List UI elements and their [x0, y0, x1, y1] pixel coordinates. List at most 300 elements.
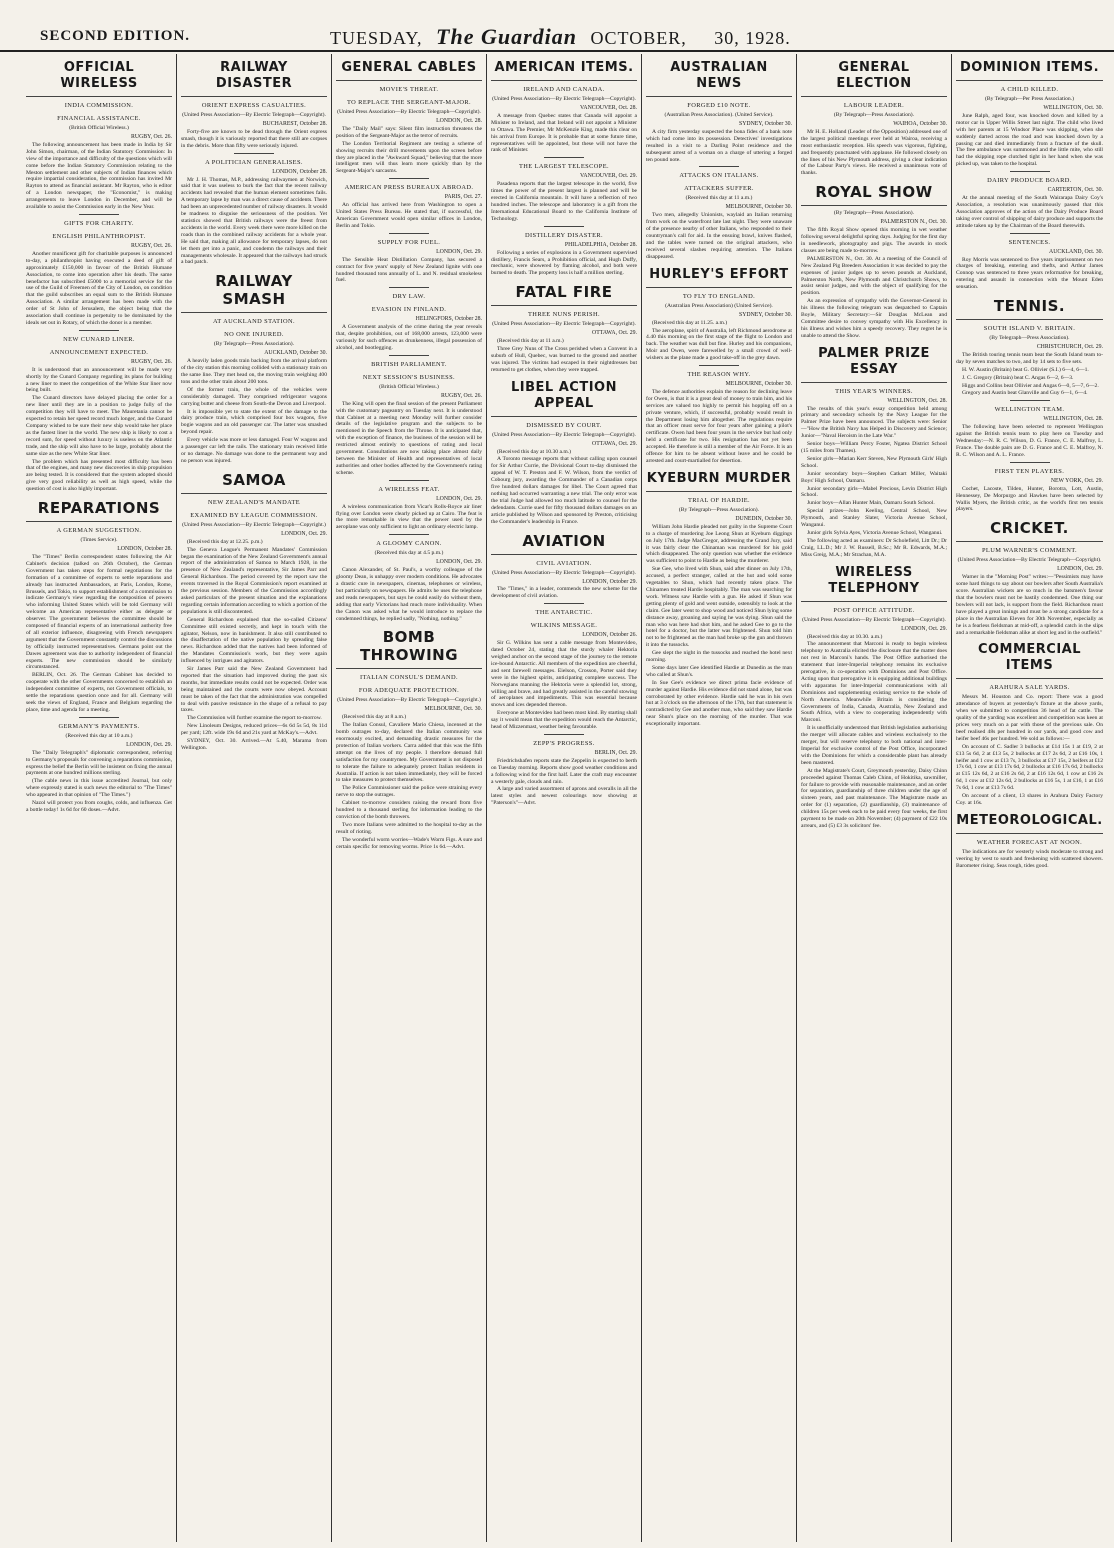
article-paragraph: June Ralph, aged four, was knocked down and killed by a motor car in Upper Willis Street last night. The child who lived with her parents at 15 Windsor Place was skipping, when she suddenly darted across the road and was knocked down by a passing car and died immediately from a fracture of the skull. The free ambulance was summoned and the little mite, who still had the skipping rope clutched tight in her hand when she was picked up, was taken to the hospital. [956, 112, 1103, 168]
article-subhead: THIS YEAR'S WINNERS. [835, 387, 913, 395]
article-paragraph: The "Times" Berlin correspondent states following the Air Cabinet's decision (talked on 26th October), the German Government has taken steps for formal negotiations for the formation of a committee of experts to settle reparations and already has instructed Ambassadors, at Paris, London, Rome, Brussels, and Tokio, to support establishment of a commission to indicate Germany's view regarding the composition of powers who informing United States which will be told Germany will welcome an American representative either as delegate or observer. The government believes the committee should be composed of financial experts of an international authority free of all exterior influence, disagreeing with French newspapers argument that the Government constantly control the discussions by officially instructed representatives. Germans point out the Dawes agreement was due to authority independent of financial experts. The new commission should be similarly circumstanced. [26, 553, 172, 671]
article-subhead: ORIENT EXPRESS CASUALTIES. [201, 102, 307, 109]
article [801, 346, 947, 559]
article-credit: (Received this day at 10 a.m.) [65, 732, 133, 739]
article-subhead: POST OFFICE ATTITUDE. [833, 606, 915, 614]
article-subhead: NEW CUNARD LINER. [63, 335, 135, 343]
article-headline: TENNIS. [956, 297, 1103, 320]
article [181, 471, 327, 752]
article-dateline: VANCOUVER, Oct. 28. [579, 105, 637, 111]
article-headline: METEOROLOGICAL. [956, 813, 1103, 834]
article-dateline: LONDON, October 28. [117, 546, 172, 553]
divider [234, 153, 274, 154]
article-headline: LIBEL ACTION APPEAL [491, 380, 637, 417]
article-dateline: OTTAWA, Oct. 29. [592, 440, 637, 447]
article-subhead: ATTACKERS SUFFER. [684, 185, 754, 193]
article-headline: GENERAL ELECTION [801, 60, 947, 97]
article-paragraph: A heavily laden goods train backing from the arrival platform of the city station this morning collided with a stationary train on the same line. They met head on, the moving train weighing 400 tons and the other train about 200 tons. [181, 358, 327, 385]
article-paragraph: Sir G. Wilkins has sent a cable message from Montevideo, dated October 24, stating that the sturdy whaler Hektoria weighed anchor on the second stage of the journey to the remote ice-bound Antarctic. All members of the expedition are cheerful, and sent farewell messages. Eielson, Crosson, Porter said they were in the highest spirits, anticipating complete success. The Norwegians manning the Hektoria were a splendid lot, strong, willing and brave, and had greatly assisted in the careful stowing of aeroplanes and impediments. This was essential because snows and ices depended thereon. [491, 640, 637, 709]
article-subhead: A WIRELESS FEAT. [378, 485, 440, 493]
article-paragraph: The indications are for westerly winds moderate to strong and veering by west to south and freshening with scattered showers. Barometer rising. Seas rough, tides good. [956, 848, 1103, 869]
article-dateline: LONDON, Oct. 28. [436, 118, 482, 124]
article-headline: ROYAL SHOW [801, 183, 947, 206]
article [26, 717, 172, 814]
article-subhead: ARAHURA SALE YARDS. [989, 684, 1070, 692]
article-dateline: DUNEDIN, October 30. [735, 515, 792, 522]
article [336, 355, 482, 477]
article-paragraph: Three Grey Nuns of The Cross perished when a Convent in a suburb of Hull, Quebec, was burned to the ground and another was injured. The victims had escaped in their nightdresses but returned to get clothes, when they were trapped. [491, 346, 637, 373]
article-paragraph: The King will open the final session of the present Parliament with the customary pageantry on Tuesday next. It is understood that Cabinet at a meeting next Monday will further consider details of the legislative program and the subjects to be mentioned in the Speech from the Throne. It is anticipated that, with the exception of finance, the business of the session will be restricted almost entirely to questions of rating and local government. Consultations are now taking place almost daily between the Minister of Health and representatives of local authorities and other bodies affected by the Government's rating scheme. [336, 400, 482, 476]
article-paragraph: Senior boys—William Percy Foster, Ngatea District School (15 miles from Thames). [801, 441, 947, 454]
article [956, 233, 1103, 291]
article-paragraph: A wireless communication from Vicar's Rolls-Royce air liner flying over London were clearly picked up at Cairo. The feat is the more remarkable in view that the power used by the aeroplane was only sufficient to light an ordinary electric lamp. [336, 503, 482, 531]
article-paragraph: Another munificent gift for charitable purposes is announced to-day, a philanthropist having executed a deed of gift of approximately £150,000 in favour of the British Humane Association, to come into operation after his death. The same benefactor has subscribed £5000 to a memorial service for the use of the Guild of Freemen of the City of London, on condition that the guild subscribes an equal sum to the British Humane Association. A similar arrangement has been made with the order of St John of Jerusalem, the object being that the association shall continue in perpetuity to be dominated by the ideals set out in Rotary, of which the donor is a member. [26, 250, 172, 326]
article-paragraph: At the Magistrate's Court, Greymouth yesterday, Daisy Chinn proceeded against Thomas Caleb Chinn, of Hokitika, sawmiller, for failure to provide with reasonable maintenance, and an order for separation, guardianship of three children under the age of sixteen years, and past maintenance. The Magistrate made an order for (1) separation, (2) guardianship, (3) maintenance of children 15s per week each to be paid every four weeks, the first payment to be made on 20th November; (4) payment of £22 10s arrears, and (5) £3 3s solicitors' fee. [801, 767, 947, 829]
article-subhead: THREE NUNS PERISH. [528, 311, 600, 319]
divider [79, 214, 119, 215]
article [491, 532, 637, 601]
article-dateline: CHRISTCHURCH, Oct. 29. [1036, 344, 1103, 351]
article-subhead: EXAMINED BY LEAGUE COMMISSION. [190, 511, 318, 519]
article-dateline: HELINGFORS, October 28. [415, 316, 482, 323]
article-paragraph: The following acted as examiners: Dr Scholefield, Litt Dr.; Dr Craig, LL.D.; Mr J. W. Russell, B.Sc.; Mr R. Edwards, M.A.; Miss Greig, M.A.; Mr Strachan, M.A. [801, 537, 947, 558]
column-1 [22, 54, 177, 1542]
article-subhead: AT AUCKLAND STATION. [212, 318, 296, 326]
article [181, 153, 327, 267]
article-credit: (By Telegraph—Press Association). [833, 210, 915, 217]
divider [79, 330, 119, 331]
divider [79, 717, 119, 718]
article-subhead: AMERICAN PRESS BUREAUX ABROAD. [344, 184, 474, 192]
article-dateline: LONDON, October 29. [582, 578, 637, 585]
article [336, 178, 482, 230]
article-dateline: VANCOUVER, Oct. 29. [579, 173, 637, 180]
article-subhead: CIVIL AVIATION. [536, 559, 592, 567]
article-credit: (United Press Association—By Electric Telegraph—Copyright). [182, 112, 326, 118]
article-subhead: ENGLISH PHILANTHROPIST. [52, 232, 146, 240]
article-paragraph: The problem which has presented most difficulty has been that of the engines, and many new discoveries in ship propulsion are being tested. It is considered that the system adopted should give very good reliability as well as high speed, while the question of cost is also highly important. [26, 458, 172, 493]
article [26, 214, 172, 327]
masthead-title [330, 24, 791, 50]
article-paragraph: BERLIN, Oct. 26. The German Cabinet has decided to cooperate with the other Governments concerned to establish an independent committee of experts, not Government officials, to settle the reparations question once and for all. Germany will seek the views of England, France and Belgium regarding the place, time and agenda for a meeting. [26, 672, 172, 713]
article [491, 734, 637, 807]
article-dateline: PALMERSTON N., Oct. 30. [880, 219, 947, 226]
article-paragraph: (Received this day at 12.25. p.m.) [187, 538, 263, 545]
article-paragraph: The following have been selected to represent Wellington against the British tennis team to play here on Tuesday and Wednesday:—N. R. C. Wilson, D. G. France, C. E. Malfroy, L. France. The double pairs are D. G. France and C. E. Malfroy, N. R. C. Wilson and A. L. France. [956, 424, 1103, 458]
article-dateline: CARTERTON, Oct. 30. [1047, 187, 1103, 194]
article-subhead: A CHILD KILLED. [1000, 86, 1059, 93]
article-paragraph: The defence authorities explain the reason for declining leave for Owen, is that it is a great deal of money to train him, and his services are valued too highly to permit his hopping off on a private venture, which, if successful, probably would result in the Department losing him altogether. The regulations require that an officer must serve for four years after gaining a pilot's certificate. Owen had been four years in the service but had only held a certificate for two. His resignation has not yet been accepted. He therefore is still a member of the Air Force. It is an offence for him to be absent without leave and he could be arrested and court-martialled for desertion. [646, 388, 792, 464]
article-subhead: DISTILLERY DISASTER. [524, 231, 604, 239]
article-subhead: LABOUR LEADER. [843, 102, 905, 109]
article-paragraph: Messrs M. Houston and Co. report: There was a good attendance of buyers at yesterday's fixture at the above yards, when we submitted to competition 36 head of fat cattle. The quality of the yarding was excellent and competition was keen at prices very much on a par with those of the previous sale. On beef realised 48s per hundred in our yards, and good cow and heifer beef 46s per hundred. We sold as follows:— [956, 694, 1103, 742]
article [646, 267, 792, 362]
article [956, 519, 1103, 636]
article-subhead: WILKINS MESSAGE. [530, 622, 598, 630]
article-paragraph: It is impossible yet to state the extent of the damage to the dairy produce train, which comprised four box wagons, five bogie wagons and an old passenger car. The latter was smashed beyond repair. [181, 408, 327, 436]
article-dateline: LONDON, Oct. 29. [901, 625, 947, 632]
article-headline: AUSTRALIAN NEWS [646, 60, 792, 97]
article-credit: (British Official Wireless.) [379, 383, 439, 390]
article-headline: FATAL FIRE [491, 283, 637, 306]
article-credit: (United Press Association—By Electric Telegraph—Copyright). [957, 557, 1102, 564]
article-paragraph: Cabinet to-morrow considers raising the reward from five hundred to a thousand sterling for information leading to the conviction of the bomb throwers. [336, 800, 482, 820]
article [956, 171, 1103, 229]
article-paragraph: Cochet, Lacoste, Tilden, Hunter, Borotra, Lott, Austin, Hennessey, De Morpurgo and Hawkes have been selected by Wallis Myers, the British critic, as the world's first ten tennis players. [956, 485, 1103, 513]
article-subhead: BRITISH PARLIAMENT. [371, 360, 447, 368]
article-paragraph: Junior secondary boys—Stephen Catkart Miller, Waitaki Boys' High School, Oamaru. [801, 470, 947, 484]
article-headline: RAILWAY DISASTER [181, 60, 327, 97]
article [646, 60, 792, 163]
article-paragraph: The Italian Consul, Cavaliere Mario Chiesa, incensed at the bomb outrages to-day, declared the Italian community was enormously excited, and demanding drastic measures for the protection of Italian workers. Carra added that this was the fifth attempt on the lives of my people. I therefore demand full satisfaction for my countrymen. My Government is not disposed to tolerate the failure to adequately protect Italian residents in Australia. If action is not taken immediately, they will be forced to take measures to protect themselves. [336, 722, 482, 784]
article-headline: SAMOA [181, 471, 327, 494]
divider [544, 157, 584, 158]
article-subhead: DRY LAW. [392, 293, 426, 301]
article-paragraph: Pasadena reports that the largest telescope in the world, five times the power of the present largest is planned and will be erected in California mountain. It will have a reflection of two hundred inches. The telescope and laboratory is a gift from the International Educational Board to the California Institute of Technology. [491, 181, 637, 222]
article-subhead: A GERMAN SUGGESTION. [56, 527, 142, 535]
article-paragraph: Mr H. E. Holland (Leader of the Opposition) addressed one of the largest political meetings ever held at Wairoa, receiving a most enthusiastic reception. His speech was vigorous, fighting, and frequently punctuated with applause. He followed closely on the lines of his New Plymouth address, giving a clear indication of the Labour Party's views. He received a unanimous vote of thanks. [801, 128, 947, 177]
article-paragraph: (Received this day at 11.25. a.m.) [652, 319, 728, 326]
article-credit: (Received this day at 11 a.m.) [685, 195, 753, 202]
article-dateline: SYDNEY, October 30. [738, 311, 792, 318]
article-paragraph: (The cable news in this issue accredited Journal, but only where expressly stated is such news the editorial to "The Times" who appeared in that opinion of "The Times.") [26, 778, 172, 799]
article [491, 283, 637, 373]
article-dateline: PARIS, Oct. 27. [444, 194, 482, 201]
article-dateline: MELBOURNE, October 30. [725, 381, 792, 388]
article-credit: (By Telegraph—Press Association). [989, 335, 1070, 342]
article-paragraph: The Sensible Heat Distillation Company, has secured a contract for five years' supply of New Zealand lignite with one hundred thousand tons annually of L. and N. residual smokeless fuel. [336, 256, 482, 284]
article-dateline: AUCKLAND, Oct. 30. [1049, 248, 1103, 255]
edition-label: SECOND EDITION. [40, 28, 191, 44]
article-subhead: NEW ZEALAND'S MANDATE [207, 498, 301, 506]
article-credit: (Times Service). [80, 537, 118, 544]
article-subhead: DAIRY PRODUCE BOARD. [987, 177, 1072, 185]
article-paragraph: At the annual meeting of the South Wairarapa Dairy Coy's Association, a resolution was unanimously passed that this Association approves of the action of the Dairy Produce Board taking over control of shipping of dairy produce and supports the attitude taken up by the Chairman of the Board therewith. [956, 195, 1103, 229]
article [336, 534, 482, 622]
article-subhead: ATTACKS ON ITALIANS. [679, 172, 759, 180]
article-dateline: LONDON, Oct. 29. [1057, 566, 1103, 573]
article-headline: KYEBURN MURDER [646, 471, 792, 492]
article-dateline: NEW YORK, Oct. 29. [1050, 477, 1103, 484]
article-paragraph: Gee slept the night in the tussocks and reached the hotel next morning. [646, 650, 792, 664]
article-paragraph: (Received this day at 10.30 a.m.) [497, 448, 571, 455]
article-paragraph: On account of a client, 13 shares in Arahura Dairy Factory Coy. at 16s. [956, 793, 1103, 806]
article [491, 603, 637, 731]
article-credit: (United Press Association—By Electric Telegraph—Copyright). [492, 96, 636, 102]
article-paragraph: The announcement that Marconi is ready to begin wireless telephony to Australia elicited the disclosure that the matter does not rest in Marconi's hands. The Post Office authorised the statement that inter-Imperial telephony remains its exclusive prerogative, in co-operation with Dominions and Post Office. Acting upon that prerogative it is equipping additional buildings with apparatus for inter-Imperial communications with all Dominions and supplementing existing service to the whole of North America. Meanwhile Britain is considering the Governments of India, Canada, Australia, New Zealand and South Africa, with a view to cooperating independently with Marconi. [801, 641, 947, 724]
article-paragraph: The Police Commissioner said the police were straining every nerve to stop the outrages. [336, 785, 482, 799]
article-paragraph: Junior secondary girls—Mabel Precious, Levin District High School. [801, 485, 947, 499]
article-paragraph: (Received this day at 8 a.m.) [342, 714, 407, 721]
article-dateline: MELBOURNE, Oct. 30. [424, 706, 482, 713]
article-dateline: LONDON, Oct. 29. [436, 495, 482, 502]
article-headline: OFFICIAL WIRELESS [26, 60, 172, 97]
article-credit: (By Telegraph—Press Association). [213, 341, 295, 348]
article-subhead: A GLOOMY CANON. [376, 540, 442, 548]
article-credit: (United Press Association—By Electric Telegraph—Copyright). [337, 109, 481, 115]
article-headline: CRICKET. [956, 519, 1103, 542]
article-paragraph: SYDNEY, Oct. 30. Arrived.—At 5.40, Marama from Wellington. [181, 738, 327, 751]
article-paragraph: Special prizes—John Keeling, Central School, New Plymouth, and Stanley Slater, Victoria Avenue School, Wanganui. [801, 508, 947, 529]
divider [389, 534, 429, 535]
article-paragraph: The "Times," in a leader, commends the new scheme for the development of civil aviation. [491, 586, 637, 600]
article-dateline: LONDON, Oct. 29. [436, 248, 482, 255]
article-headline: BOMB THROWING [336, 628, 482, 669]
article-paragraph: The wonderful worm worries—Wade's Worm Figs. A sure and certain specific for removing worms. Price 1s 6d.—Advt. [336, 836, 482, 850]
article [336, 287, 482, 352]
article-paragraph: An official has arrived here from Washington to open a United States Press Bureau. He stated that, if successful, the American Government would open similar offices in London, Berlin and Tokio. [336, 202, 482, 229]
article-paragraph: It is understood that an announcement will be made very shortly by the Cunard Company regarding its plans for building a new liner to meet the competition of the White Star liner now being built. [26, 366, 172, 394]
article-paragraph: Sir James Parr said the New Zealand Government had reported that the situation had improved during the past six months, but immediate results could not be expected. Order was being maintained and the courts were now obeyed. Account must be taken of the fact that the administration was compelled to deal with passive resistance in the shape of a refusal to pay taxes. [181, 666, 327, 714]
article-paragraph: In Sue Gee's evidence we direct prima facie evidence of murder against Hardie. His evidence did not stand alone, but was corroborated by other evidence. Hardie said he was in his own hut at 3 o'clock on the afternoon of the 17th, but that statement is contradicted by Gee and another man, who said they saw Hardie near Shun's place on the morning of the murder. That was exceptionally important. [646, 679, 792, 728]
article-subhead: EVASION IN FINLAND. [371, 306, 447, 314]
article [956, 297, 1103, 397]
article-subhead: MOVIE'S THREAT. [379, 86, 439, 93]
divider [389, 178, 429, 179]
article [336, 233, 482, 285]
article-paragraph: The Cunard directors have delayed placing the order for a new liner until they are in a position to judge fully of the competition they will have to meet. The Mauretania cannot be expected to retain her speed record much longer, and the Cunard Company wished to be sure their new ship would take her place as the fastest liner in the world. The new ship is likely to cost a record sum, for speed without luxury is useless on the Atlantic trade, and the ship will also have to be large, probably about the same size as the new White Star liner. [26, 395, 172, 457]
article-dateline: PHILADELPHIA, October 28. [564, 241, 637, 248]
paper-name: The Guardian [436, 24, 578, 49]
article-paragraph: The Commission will further examine the report to-morrow. [187, 715, 322, 722]
article-paragraph: Sue Gee, who lived with Shun, said after dinner on July 17th, accused, a perfect stranger, called at the hut and sold some vegetables to Shun, which had recently taken place. The Chinamen treated Hardie hospitably. The man was searching for work. Witness saw Hardie with a gun. He asked if Shun was getting plenty of gold and went outside, ostensibly to look at the claim. Gee later went to shop wood and noticed Shun lying some distance away, groaning and saying he was dying. Shun said the man who was here had shot him, and he asked Gee to go to the hotel for a doctor, but the latter was frightened. Shun told him not to be frightened as the man had broke up the gun and thrown it into the tussocks. [646, 566, 792, 649]
article-paragraph: Gregory and Austin beat Glanville and Guy 6—1, 6—4. [962, 390, 1088, 397]
column-7 [952, 54, 1107, 1542]
masthead-date: 30, 1928. [714, 28, 791, 48]
article-credit: (United Press Association—By Electric Telegraph—Copyright). [492, 431, 636, 438]
divider [1010, 400, 1050, 401]
article-paragraph: Junior girls Sylvia Ayes, Victoria Avenue School, Wanganui. [807, 529, 943, 536]
article-credit: (By Telegraph—Press Association). [833, 112, 915, 118]
article-paragraph: Everyone at Montevideo had been most kind. By starting shall say it would mean that the expedition would reach the Antarctic, head of Mizzenmast, weather being favourable. [491, 710, 637, 731]
article-subhead: ANNOUNCEMENT EXPECTED. [49, 348, 149, 356]
article-subhead: ITALIAN CONSUL'S DEMAND. [359, 674, 459, 682]
divider [699, 166, 739, 167]
article-subhead: INDIA COMMISSION. [64, 102, 134, 109]
column-5 [642, 54, 797, 1542]
divider [699, 365, 739, 366]
article-subhead: TO FLY TO ENGLAND. [682, 292, 756, 300]
article-paragraph: The fifth Royal Show opened this morning in wet weather following several delightful spring days. Judging for the first day in needlework, photography and pigs. The awards in stock classes are being made to-morrow. [801, 227, 947, 254]
article-dateline: WELLINGTON, Oct. 28. [887, 397, 947, 404]
article-subhead: PLUM WARNER'S COMMENT. [981, 547, 1078, 555]
article-subhead: NEXT SESSION'S BUSINESS. [362, 373, 456, 381]
article-headline: RAILWAY SMASH [181, 272, 327, 313]
article-credit: (United Press Association—By Electric Telegraph—Copyright.) [182, 521, 326, 528]
newspaper-columns [22, 54, 1110, 1542]
article-dateline: RUGBY, Oct. 26. [131, 358, 172, 365]
article-dateline: BERLIN, Oct. 29. [594, 749, 637, 756]
article-dateline: BUCHAREST, October 28. [262, 121, 327, 127]
article-subhead: SOUTH ISLAND V. BRITAIN. [983, 325, 1076, 333]
divider [389, 287, 429, 288]
article-credit: (Australian Press Association). (United Service). [664, 112, 774, 118]
article [181, 60, 327, 150]
article-paragraph: Following a series of explosions in a Government supervised distillery, Francis Sears, a Prohibition official, and Hugh Duffy, mechanic, were showered by flaming alcohol, and both were burned to death. The property loss is half a million sterling. [491, 249, 637, 277]
article-subhead: SUPPLY FOR FUEL. [377, 238, 441, 246]
article-dateline: MELBOURNE, October 30. [725, 204, 792, 211]
divider [389, 233, 429, 234]
masthead-day: TUESDAY, [330, 28, 423, 48]
article-paragraph: On account of C. Sadler 3 bullocks at £14 15s 1 at £19, 2 at £13 5s 6d, 2 at £13 5s, 2 bullocks at £17 2s 6d, 2 at £16 10s, 1 heifer and 1 cow at £13 7s, 3 bullocks at £17 15s, 2 heifers at £12 17s 6d, 1 cow at £13 17s 6d, 2 bullocks at £16 17s 6d, 2 bullocks at £15 12s 6d, 2 at £16 2s 6d, 2 at £16 12s 6d, 1 cow at £16 2s 6d, 1 cow at £12 12s 6d, 2 bullocks at £16 5s, 1 at £16, 1 at £16 7s 6d, 1 cow at £13 7s 6d. [956, 743, 1103, 792]
article-paragraph: The aeroplane, spirit of Australia, left Richmond aerodrome at 4.40 this morning on the first stage of the flight to London and back. The weather was dull but fine. Hurley and his companions, Moir and Owen, were farewelled by a small crowd of well-wishers as the plane made a good take-off in the grey dawn. [646, 327, 792, 362]
article-paragraph: Roy Morris was sentenced to five years imprisonment on two charges of breaking, entering and thefts, and Arthur James Connop was sentenced to three years reformative for breaking, entering and assault in connection with the Mount Eden sensation. [956, 256, 1103, 291]
article-headline: HURLEY'S EFFORT [646, 267, 792, 288]
article-paragraph: Forty-five are known to be dead through the Orient express smash, though it is variously reported that there still are corpses in the debris. More than fifty were seriously injured. [181, 128, 327, 149]
article-paragraph: J. C. Gregory (Britain) beat C. Angas 6—2, 6—3. [962, 374, 1074, 381]
article-paragraph: Two men, allegedly Unionists, waylaid an Italian returning from work on the waterfront late last night. They were unaware of the presence nearby of other Italians, who responded to their countryman's call for aid. In the ensuing brawl, knives flashed, and the tables were turned on the original attackers, who received several slashes requiring attention. The Italians disappeared. [646, 212, 792, 260]
article-paragraph: The British touring tennis team beat the South Island team to-day by seven matches to two, and by 14 sets to five sets. [956, 351, 1103, 365]
article-subhead: SENTENCES. [1008, 238, 1051, 246]
article-paragraph: Mr J. H. Thomas, M.P., addressing railwaymen at Norwich, said that it was useless to burk the fact that the recent railway accidents had revealed that the human element sometimes fails. A temporary lapse by man was a direct cause of accidents. There had been an unprecedented number of railway disasters. It would be madness to disguise the seriousness of the position. Yet statistics showed that British railways were the freest from accidents in the world. Every week there were more killed on the roads than in the combined railway accidents for a whole year. He said that, making all allowance for temporary lapses, do not let them get into a panic, and condemn the railways and their managements wholesale. It appeared that the railways had struck a bad patch. [181, 176, 327, 266]
article-paragraph: A large and varied assortment of aprons and overalls in all the latest styles and newest colourings now showing at "Paterson's"—Advt. [491, 786, 637, 807]
article-credit: (Australian Press Association) (United Service). [665, 302, 773, 309]
article-dateline: WELLINGTON, Oct. 30. [1043, 105, 1103, 111]
article [26, 60, 172, 211]
article-headline: AMERICAN ITEMS. [491, 60, 637, 81]
divider [1010, 462, 1050, 463]
article-subhead: FINANCIAL ASSISTANCE. [57, 115, 141, 122]
article-paragraph: Friedrichshafen reports state the Zeppelin is expected to berth on Tuesday morning. Reports show good weather conditions and a following wind for the first half. Later the craft may encounter a westerly gale, clouds and rain. [491, 757, 637, 785]
article-subhead: THE LARGEST TELESCOPE. [518, 163, 610, 171]
article-paragraph: (Received this day at 10.30. a.m.) [807, 633, 883, 640]
article-subhead: THE ANTARCTIC. [535, 609, 593, 617]
article-paragraph: Nazol will protect you from coughs, colds, and influenza. Get a bottle today! 1s 6d for 60 doses.—Advt. [26, 800, 172, 813]
article [956, 462, 1103, 514]
article-paragraph: A city firm yesterday suspected the bona fides of a bank note which had come into its possession. Detectives' investigations resulted in a visit to a Darling Point residence and the subsequent arrest of a woman on a charge of uttering a forged ten pound note. [646, 128, 792, 163]
article-credit: (By Telegraph—Press Association). [678, 506, 760, 513]
article-subhead: A POLITICIAN GENERALISES. [205, 158, 303, 166]
article-dateline: LONDON, Oct. 29. [126, 741, 172, 748]
article-paragraph: As an expression of sympathy with the Governor-General in his illness the following telegram was despatched to Captain Boyle, Military Secretary:—Sir Douglas McLean and Committee desire to convey sympathy with His Excellency in his illness and wishes him a speedy recovery. They regret he is unable to attend the Show. [801, 298, 947, 339]
article [26, 330, 172, 493]
article-paragraph: Some days later Gee identified Hardie at Dunedin as the man who called at Shun's. [646, 664, 792, 678]
article [491, 157, 637, 222]
article-dateline: WELLINGTON, Oct. 28. [1043, 416, 1103, 423]
divider [389, 355, 429, 356]
article-dateline: SYDNEY, October 30. [738, 121, 792, 127]
article-subhead: TO REPLACE THE SERGEANT-MAJOR. [346, 99, 472, 106]
article-paragraph: The London Territorial Regiment are testing a scheme of showing recruits their drill movements upon the screen before they are placed in the "Awkward Squad," believing that the more intelligent men will thus learn more quickly than by the Sergeant-Major's sarcasms. [336, 140, 482, 175]
article-paragraph: Senior girls—Marian Kerr Steven, New Plymouth Girls' High School. [801, 455, 947, 469]
article [336, 480, 482, 532]
article-dateline: RUGBY, Oct. 26. [131, 134, 172, 140]
article [956, 400, 1103, 458]
article-paragraph: (Received this day at 11 a.m.) [497, 338, 564, 345]
article [336, 628, 482, 850]
article [646, 471, 792, 728]
divider [544, 734, 584, 735]
divider [1010, 233, 1050, 234]
article-paragraph: It is unofficially understood that British legislation authorising the merger will allocate cables and wireless exclusively to the merger, but will reserve telephony to both national and inter-Imperial for exclusive control of the Post Office, incorporated with the Dominions for which a considerable plant has already been mastered. [801, 725, 947, 766]
article-dateline: LONDON, October 26. [582, 632, 637, 639]
article-paragraph: William John Hardie pleaded not guilty in the Supreme Court to a charge of murdering Joe Leong Shun at Kyeburn diggings on July 17th. Judge MacGregor, addressing the Grand Jury, said it was fairly clear the Chinaman was murdered for his gold which disappeared. The only question was whether the evidence was sufficient to point to Hardie as being the murderer. [646, 523, 792, 565]
column-4 [487, 54, 642, 1542]
article [181, 272, 327, 465]
article-credit: (United Press Association—By Electric Telegraph—Copyright). [492, 569, 636, 576]
article-credit: (British Official Wireless.) [69, 125, 129, 131]
article-subhead: THE REASON WHY. [687, 371, 751, 379]
article-headline: REPARATIONS [26, 499, 172, 522]
article-subhead: GERMANY'S PAYMENTS. [58, 722, 140, 730]
article [491, 380, 637, 526]
article-subhead: WELLINGTON TEAM. [994, 406, 1065, 414]
article [491, 226, 637, 278]
article [801, 60, 947, 177]
article-dateline: LONDON, Oct. 29. [436, 559, 482, 566]
article-dateline: RUGBY, Oct. 26. [131, 242, 172, 249]
article-headline: GENERAL CABLES [336, 60, 482, 81]
article-headline: DOMINION ITEMS. [956, 60, 1103, 81]
article-subhead: FIRST TEN PLAYERS. [994, 467, 1065, 475]
divider [544, 603, 584, 604]
article-paragraph: Canon Alexander, of St. Paul's, a worthy colleague of the gloomy Dean, is unhappy over modern conditions. He advocates a drastic cure in newspapers, cinemas, telephones or wireless, but particularly on newspapers. He admits he uses the telephone and reads newspapers, but says he could easily do without them, adding that early Victorians had much more individuality. When the Canon was asked what he would introduce to replace the condemned things, he replied sadly, "Nothing, nothing." [336, 567, 482, 622]
article-dateline: OTTAWA, Oct. 29. [592, 330, 637, 337]
article-subhead: GIFTS FOR CHARITY. [64, 219, 134, 227]
article [26, 499, 172, 714]
article-paragraph: A Toronto message reports that without calling upon counsel for Sir Arthur Currie, the Divisional Court to-day dismissed the appeal of W. T. Preston and F. W. Wilson, from the verdict of Cobourg jury, awarding the Commander of a Canadian corps five hundred dollars damages for libel. The Court agreed that nothing had occurred warranting a new trial. The only error was the trial Judge had allowed too much latitude to counsel for the defendants. Currie sued for fifty thousand dollars damages on an article published by Wilson and sponsored by Preston, criticising the Commander's leadership in France. [491, 456, 637, 525]
article-subhead: NO ONE INJURED. [224, 331, 284, 339]
article-subhead: TRIAL OF HARDIE. [687, 496, 751, 504]
article-paragraph: The "Daily Mail" says: Silent film instruction threatens the position of the Sergeant-Major as the terror of recruits. [336, 125, 482, 139]
article [956, 642, 1103, 807]
article-paragraph: The Geneva League's Permanent Mandates' Commission began the examination of the New Zealand Government's annual report of the administration of Samoa to March 1928, in the presence of New Zealand's representative, Sir James Parr and General Richardson. The period covered by the report saw the events traversed in the Royal Commission's report examined at the previous session. Members of the Commission accordingly asked particulars of the present situation and the explanations regarding certain information according to which a portion of the populations is still discontented. [181, 546, 327, 615]
article-dateline: LONDON, Oct. 29. [281, 530, 327, 537]
article-subhead: ZEPP'S PROGRESS. [533, 739, 595, 747]
article-paragraph: Two more Italians were admitted to the hospital to-day as the result of rioting. [336, 821, 482, 835]
article [491, 60, 637, 154]
article-dateline: WAIHOA, October 30. [893, 121, 947, 127]
article-subhead: FOR ADEQUATE PROTECTION. [358, 687, 460, 695]
article-headline: WIRELESS TELEPHONY [801, 565, 947, 602]
article [956, 60, 1103, 168]
article-paragraph: Higgs and Collins beat Ollivier and Angas 6—0, 5—7, 6—2. [962, 382, 1099, 389]
article-paragraph: New Linoleum Designs, reduced prices—6s 6d 5s 5d, 8s 11d per yard; 12ft. wide 19s 6d and 21s yard at McKay's.—Advt. [181, 723, 327, 737]
article-headline: COMMERCIAL ITEMS [956, 642, 1103, 679]
masthead [0, 0, 1114, 52]
article-credit: (United Press Association—By Electric Telegraph—Copyright). [492, 321, 636, 328]
column-2 [177, 54, 332, 1542]
divider [1010, 171, 1050, 172]
article-paragraph: Junior boys—Allan Hunter Main, Oamaru South School. [807, 500, 935, 507]
article [646, 166, 792, 260]
article-subhead: IRELAND AND CANADA. [523, 86, 605, 93]
masthead-month: OCTOBER, [590, 28, 687, 48]
article-paragraph: A Government analysis of the crime during the year reveals that, despite prohibition, out of 168,000 arrests, 123,000 were variously for such offences as drunkenness, illegal possession of alcohol, and bootlegging. [336, 324, 482, 351]
article [801, 183, 947, 339]
article [646, 365, 792, 465]
article-dateline: AUCKLAND, October 30. [264, 350, 327, 357]
article-credit: (United Press Association—By Electric Telegraph—Copyright.) [337, 697, 481, 704]
divider [544, 226, 584, 227]
article-dateline: RUGBY, Oct. 26. [441, 392, 482, 399]
article [336, 60, 482, 175]
article-credit: (By Telegraph—Per Press Association.) [985, 96, 1074, 102]
article-credit: (Received this day at 4.5 p.m.) [374, 550, 444, 557]
article-paragraph: PALMERSTON N., Oct. 30. At a meeting of the Council of New Zealand Pig Breeders Association it was decided to pay the expenses of junior judges up to seven pounds at Auckland, Palmerston North, New Plymouth and Christchurch Shows, to assist senior judges, and with the object of qualifying for the position. [801, 255, 947, 297]
article-paragraph: The following announcement has been made in India by Sir John Simon, chairman, of the Indian Statutory Commission: In view of the importance and difficulty of the questions which will come before the Indian Statutory Commission relating to the Meston settlement and other subjects of Indian finances which require impartial consideration, the commission has invited Mr Rayton to attend as financial assistant. Mr Rayton, who is editor of a London newspaper, the "Economist," is making arrangements to leave London in December, and will be available to assist the Commission early in the New Year. [26, 141, 172, 211]
article-headline: AVIATION [491, 532, 637, 555]
article-credit: (United Press Association—By Electric Telegraph—Copyright). [802, 616, 946, 623]
article [801, 565, 947, 830]
column-6 [797, 54, 952, 1542]
article-paragraph: A message from Quebec states that Canada will appoint a Minister to Ireland, and that Ireland will not appoint a Minister to Ottawa. The Premier, Mr McKenzie King, made this clear on his arrival from Europe. It is probable that at some future time, representatives will be appointed, but these will not have the rank of Minister. [491, 112, 637, 154]
column-3 [332, 54, 487, 1542]
article-subhead: DISMISSED BY COURT. [526, 421, 602, 429]
article-paragraph: Of the former train, the whole of the vehicles were considerably damaged. They comprised refrigerator wagons carrying butter and cheese from South-the Devon and Liverpool. [181, 386, 327, 407]
article-paragraph: Every vehicle was more or less damaged. Four W wagons and a passenger car left the rails. The stationary train received little or no damage. No damage was done to the permanent way and no person was injured. [181, 437, 327, 464]
article-paragraph: The "Daily Telegraph's" diplomatic correspondent, referring to Germany's proposals for convening a reparations commission, express the belief the Berlin will be insistent on fixing the annual payments at one hundred millions sterling. [26, 749, 172, 777]
